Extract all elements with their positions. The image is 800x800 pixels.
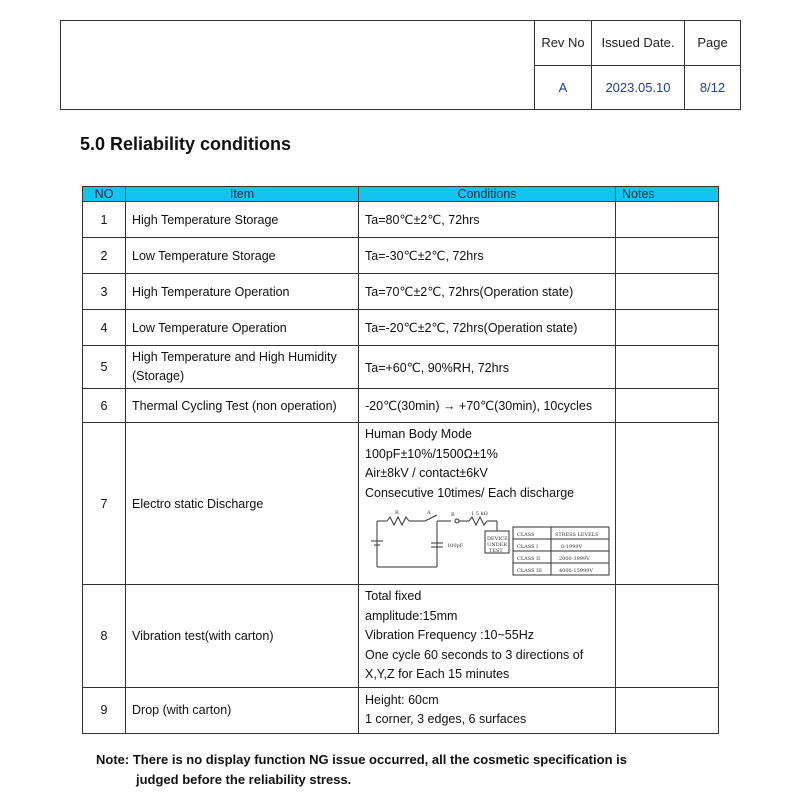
row-item: Drop (with carton) [126, 687, 359, 733]
esd-circuit-schematic [365, 507, 613, 577]
svg-text:UNDER: UNDER [487, 542, 508, 548]
condition-line: Consecutive 10times/ Each discharge [365, 485, 575, 500]
column-header-conditions: Conditions [359, 187, 616, 202]
table-row [83, 687, 719, 733]
row-no: 5 [83, 346, 126, 389]
svg-text:0-1999V: 0-1999V [561, 544, 583, 550]
row-conditions: Ta=-30℃±2℃, 72hrs [359, 238, 616, 274]
table-row [83, 346, 719, 389]
row-conditions: -20℃(30min) → +70℃(30min), 10cycles [359, 389, 616, 423]
page-column [685, 21, 740, 109]
row-conditions: Ta=70℃±2℃, 72hrs(Operation state) [359, 274, 616, 310]
svg-text:CLASS II: CLASS II [517, 556, 541, 562]
issued-date-value: 2023.05.10 [605, 79, 671, 95]
svg-text:100pF: 100pF [447, 543, 464, 549]
svg-text:A: A [427, 510, 431, 516]
rev-no-label: Rev No [535, 21, 591, 66]
table-row [83, 238, 719, 274]
section-title: 5.0 Reliability conditions [80, 134, 292, 154]
row-conditions [359, 585, 616, 688]
row-no: 4 [83, 310, 126, 346]
row-conditions: Ta=80℃±2℃, 72hrs [359, 202, 616, 238]
row-notes [616, 202, 719, 238]
condition-line: 100pF±10%/1500Ω±1% [365, 446, 498, 461]
header-blank-area [61, 21, 535, 109]
svg-text:DEVICE: DEVICE [487, 536, 508, 542]
row-notes [616, 585, 719, 688]
condition-line: Air±8kV / contact±6kV [365, 466, 488, 480]
condition-line: amplitude:15mm [365, 608, 458, 623]
condition-line: One cycle 60 seconds to 3 directions of [365, 647, 584, 662]
row-conditions: Ta=+60℃, 90%RH, 72hrs [359, 346, 616, 389]
row-no: 1 [83, 202, 126, 238]
row-no: 7 [83, 423, 126, 585]
condition-line: X,Y,Z for Each 15 minutes [365, 667, 510, 681]
reliability-note [96, 750, 627, 790]
column-header-no: NO [83, 187, 126, 202]
page-label: Page [685, 21, 740, 66]
row-notes [616, 346, 719, 389]
row-no: 8 [83, 585, 126, 688]
svg-text:B: B [451, 512, 455, 518]
note-line-1: Note: There is no display function NG issue occurred, all the cosmetic specification is [96, 752, 627, 767]
row-item: Low Temperature Storage [126, 238, 359, 274]
page-value: 8/12 [699, 79, 726, 95]
rev-no-value: A [558, 79, 568, 95]
column-header-notes: Notes [616, 187, 719, 202]
svg-text:TEST: TEST [489, 548, 503, 554]
row-conditions: Ta=-20℃±2℃, 72hrs(Operation state) [359, 310, 616, 346]
svg-text:STRESS LEVELS: STRESS LEVELS [555, 532, 599, 538]
row-notes [616, 423, 719, 585]
row-item: High Temperature Storage [126, 202, 359, 238]
table-row [83, 310, 719, 346]
table-header-row [83, 187, 719, 202]
table-row [83, 274, 719, 310]
row-item: High Temperature and High Humidity (Storage) [126, 346, 359, 389]
row-item: Low Temperature Operation [126, 310, 359, 346]
row-conditions [359, 423, 616, 585]
rev-no-column [535, 21, 592, 109]
svg-text:4000-15999V: 4000-15999V [559, 568, 593, 574]
row-notes [616, 238, 719, 274]
row-no: 9 [83, 687, 126, 733]
table-row [83, 585, 719, 688]
condition-line: Height: 60cm [365, 692, 439, 707]
svg-text:CLASS III: CLASS III [517, 568, 543, 574]
row-notes [616, 310, 719, 346]
condition-line: 1 corner, 3 edges, 6 surfaces [365, 712, 527, 726]
document-header [60, 20, 741, 110]
row-no: 2 [83, 238, 126, 274]
column-header-item: Item [126, 187, 359, 202]
row-notes [616, 274, 719, 310]
svg-text:CLASS I: CLASS I [517, 544, 539, 550]
row-conditions [359, 687, 616, 733]
reliability-table [82, 186, 719, 734]
row-item: High Temperature Operation [126, 274, 359, 310]
condition-line: Vibration Frequency :10~55Hz [365, 628, 534, 642]
row-notes [616, 687, 719, 733]
row-notes [616, 389, 719, 423]
note-line-2: judged before the reliability stress. [136, 772, 352, 787]
row-item: Vibration test(with carton) [126, 585, 359, 688]
esd-circuit-diagram [365, 503, 609, 579]
row-no: 6 [83, 389, 126, 423]
row-no: 3 [83, 274, 126, 310]
row-item: Thermal Cycling Test (non operation) [126, 389, 359, 423]
table-row [83, 423, 719, 585]
svg-text:CLASS: CLASS [517, 532, 535, 538]
row-item: Electro static Discharge [126, 423, 359, 585]
table-row [83, 202, 719, 238]
condition-line: Total fixed [365, 589, 422, 603]
table-row [83, 389, 719, 423]
svg-text:2000-3999V: 2000-3999V [559, 556, 590, 562]
condition-line: Human Body Mode [365, 427, 473, 441]
svg-text:1.5 kΩ: 1.5 kΩ [471, 511, 488, 517]
svg-text:R: R [395, 510, 399, 516]
issued-date-label: Issued Date. [592, 21, 684, 66]
issued-date-column [592, 21, 685, 109]
